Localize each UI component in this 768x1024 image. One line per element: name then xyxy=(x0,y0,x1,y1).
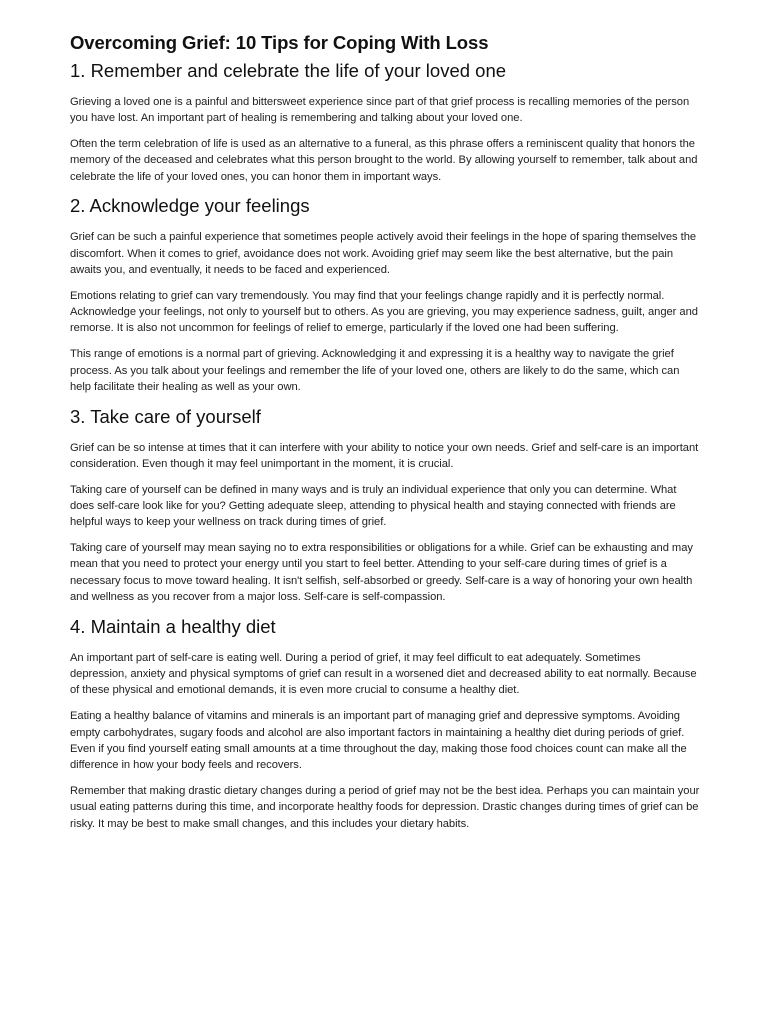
section-remember-celebrate xyxy=(70,59,700,185)
paragraph: An important part of self-care is eating well. During a period of grief, it may feel difficult to eat adequately. Sometimes depression, anxiety and physical symptoms of grief can result in a worsened diet and decreased ability to eat normally. Because of these physical and emotional demands, it is even more crucial to consume a healthy diet. xyxy=(70,651,697,697)
paragraph: Grieving a loved one is a painful and bittersweet experience since part of that grief process is recalling memories of the person you have lost. An important part of healing is remembering and talking about your loved one. xyxy=(70,96,690,125)
document-page xyxy=(70,32,700,841)
paragraph: Often the term celebration of life is used as an alternative to a funeral, as this phrase offers a reminiscent quality that honors the memory of the deceased and celebrates what this person brought to the world. By allowing yourself to remember, talk about and celebrate the life of your loved ones, you can honor them in important ways. xyxy=(70,138,698,183)
section-healthy-diet xyxy=(70,615,700,832)
document-title: Overcoming Grief: 10 Tips for Coping With Loss xyxy=(70,32,489,53)
paragraph: Emotions relating to grief can vary tremendously. You may find that your feelings change rapidly and it is perfectly normal. Acknowledge your feelings, not only to yourself but to others. As you are grieving, you may experience sadness, guilt, anger and remorse. It is also not uncommon for feelings of relief to emerge, particularly if the loved one had been suffering. xyxy=(70,289,698,335)
paragraph: This range of emotions is a normal part of grieving. Acknowledging it and expressing it is a healthy way to navigate the grief process. As you talk about your feelings and remember the life of your loved one, others are likely to do the same, which can help facilitate their healing as well as your own. xyxy=(70,348,680,393)
section-heading: 1. Remember and celebrate the life of your loved one xyxy=(70,60,507,81)
section-take-care xyxy=(70,405,700,606)
paragraph: Grief can be so intense at times that it can interfere with your ability to notice your own needs. Grief and self-care is an important consideration. Even though it may feel unimportant in the moment, it is crucial. xyxy=(70,441,699,470)
paragraph: Grief can be such a painful experience that sometimes people actively avoid their feelings in the hope of sparing themselves the discomfort. When it comes to grief, avoidance does not work. Avoiding grief may seem like the best alternative, but the pain awaits you, and eventually, it needs to be faced and experienced. xyxy=(70,231,697,277)
section-heading: 2. Acknowledge your feelings xyxy=(70,195,310,217)
paragraph: Taking care of yourself can be defined in many ways and is truly an individual experience that only you can determine. What does self-care look like for you? Getting adequate sleep, attending to physical health and staying connected with friends are helpful ways to keep your wellness on track during times of grief. xyxy=(70,483,677,529)
section-heading: 3. Take care of yourself xyxy=(70,405,261,427)
section-acknowledge-feelings xyxy=(70,194,700,395)
section-heading: 4. Maintain a healthy diet xyxy=(70,615,276,637)
paragraph: Taking care of yourself may mean saying no to extra responsibilities or obligations for a while. Grief can be exhausting and may mean that you need to protect your energy until you start to feel better. Attending to your self-care during times of grief is a necessary focus to move toward healing. It isn't selfish, self-absorbed or greedy. Self-care is a way of honoring your own health and wellness as you recover from a major loss. Self-care is self-compassion. xyxy=(70,542,693,604)
paragraph: Remember that making drastic dietary changes during a period of grief may not be the best idea. Perhaps you can maintain your usual eating patterns during this time, and incorporate healthy foods for depression. Drastic changes during times of grief can be risky. It may be best to make small changes, and this includes your dietary habits. xyxy=(70,784,700,830)
paragraph: Eating a healthy balance of vitamins and minerals is an important part of managing grief and depressive symptoms. Avoiding empty carbohydrates, sugary foods and alcohol are also important factors in maintaining a healthy diet during periods of grief. Even if you find yourself eating small amounts at a time throughout the day, making those food choices count can make all the difference in how your body feels and recovers. xyxy=(70,710,687,772)
